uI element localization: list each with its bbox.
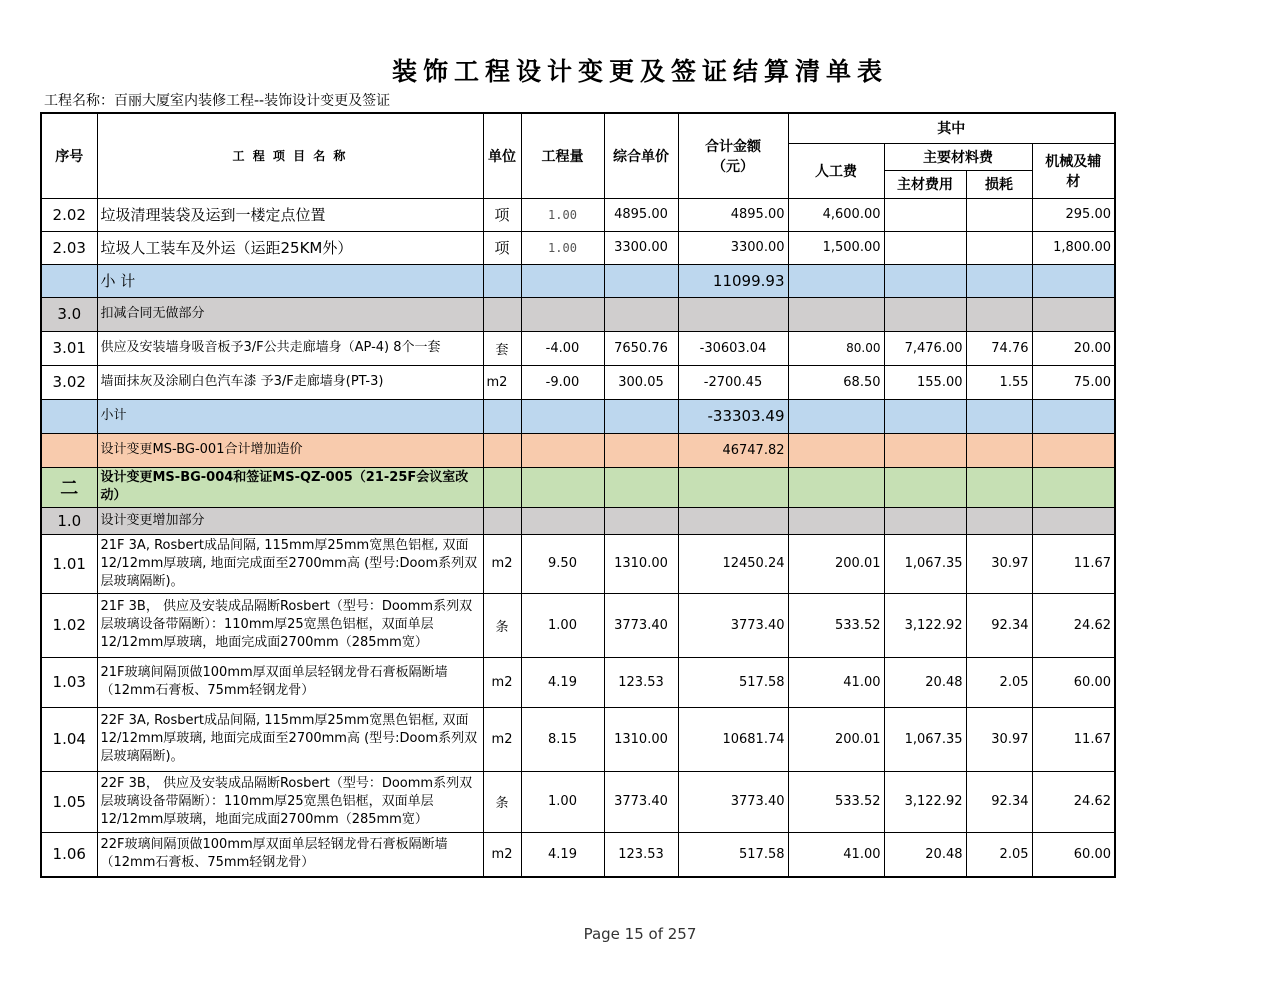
table-row — [41, 198, 1115, 231]
row-loss: 2.05 — [966, 832, 1032, 877]
row-total: 517.58 — [678, 832, 788, 877]
row-labor: 1,500.00 — [788, 231, 884, 264]
row-qty: 1.00 — [521, 593, 604, 657]
row-machinery: 11.67 — [1032, 534, 1115, 593]
row-unit: 条 — [483, 593, 521, 657]
row-price: 123.53 — [604, 657, 678, 707]
row-seq — [41, 264, 97, 297]
row-loss: 74.76 — [966, 331, 1032, 365]
row-name: 22F玻璃间隔顶做100mm厚双面单层轻钢龙骨石膏板隔断墙（12mm石膏板、75mm轻钢龙骨） — [97, 832, 483, 877]
row-seq: 1.0 — [41, 507, 97, 534]
row-name: 21F玻璃间隔顶做100mm厚双面单层轻钢龙骨石膏板隔断墙（12mm石膏板、75mm轻钢龙骨） — [97, 657, 483, 707]
row-name: 22F 3B， 供应及安装成品隔断Rosbert（型号：Doomm系列双层玻璃设备带隔断）：110mm厚25宽黑色铝框，双面单层12/12mm厚玻璃，地面完成面2700mm（285mm宽） — [97, 771, 483, 832]
row-loss: 92.34 — [966, 593, 1032, 657]
row-material: 1,067.35 — [884, 534, 966, 593]
table-row — [41, 365, 1115, 399]
row-material: 1,067.35 — [884, 707, 966, 771]
row-seq: 2.03 — [41, 231, 97, 264]
row-seq: 1.02 — [41, 593, 97, 657]
row-qty: 1.00 — [521, 198, 604, 231]
row-loss: 92.34 — [966, 771, 1032, 832]
row-seq — [41, 399, 97, 433]
header-machinery: 机械及辅材 — [1032, 143, 1115, 198]
row-total: 517.58 — [678, 657, 788, 707]
row-name: 小 计 — [97, 264, 483, 297]
row-qty: 4.19 — [521, 832, 604, 877]
row-labor: 41.00 — [788, 832, 884, 877]
row-price: 3773.40 — [604, 593, 678, 657]
row-seq: 1.05 — [41, 771, 97, 832]
header-main-material: 主要材料费 — [884, 143, 1032, 170]
header-name: 工 程 项 目 名 称 — [97, 113, 483, 198]
row-name: 设计变更MS-BG-004和签证MS-QZ-005（21-25F会议室改动） — [97, 467, 483, 507]
row-price: 3300.00 — [604, 231, 678, 264]
row-name: 垃圾清理装袋及运到一楼定点位置 — [97, 198, 483, 231]
row-price: 4895.00 — [604, 198, 678, 231]
row-seq: 3.02 — [41, 365, 97, 399]
table-row — [41, 593, 1115, 657]
table-row — [41, 231, 1115, 264]
subtotal-row — [41, 399, 1115, 433]
row-price: 1310.00 — [604, 707, 678, 771]
row-material — [884, 198, 966, 231]
subtotal-row — [41, 264, 1115, 297]
row-seq — [41, 433, 97, 467]
row-unit: 套 — [483, 331, 521, 365]
row-labor: 533.52 — [788, 593, 884, 657]
row-total: -33303.49 — [678, 399, 788, 433]
table-row — [41, 331, 1115, 365]
table-row — [41, 771, 1115, 832]
row-seq: 3.0 — [41, 297, 97, 331]
row-machinery: 60.00 — [1032, 832, 1115, 877]
row-labor: 200.01 — [788, 707, 884, 771]
header-loss: 损耗 — [966, 170, 1032, 198]
header-total: 合计金额（元） — [678, 113, 788, 198]
row-name: 扣减合同无做部分 — [97, 297, 483, 331]
row-qty: 9.50 — [521, 534, 604, 593]
row-name: 21F 3B， 供应及安装成品隔断Rosbert（型号：Doomm系列双层玻璃设备带隔断）：110mm厚25宽黑色铝框，双面单层12/12mm厚玻璃，地面完成面2700mm（285mm宽） — [97, 593, 483, 657]
row-loss — [966, 231, 1032, 264]
row-unit: m2 — [483, 707, 521, 771]
settlement-table — [40, 112, 1116, 878]
row-seq: 2.02 — [41, 198, 97, 231]
row-machinery: 1,800.00 — [1032, 231, 1115, 264]
row-name: 设计变更增加部分 — [97, 507, 483, 534]
page-title: 装饰工程设计变更及签证结算清单表 — [391, 57, 888, 86]
row-unit: 条 — [483, 771, 521, 832]
row-qty: -4.00 — [521, 331, 604, 365]
row-loss: 2.05 — [966, 657, 1032, 707]
row-unit: m2 — [483, 534, 521, 593]
row-total: 10681.74 — [678, 707, 788, 771]
section-row — [41, 297, 1115, 331]
total-row — [41, 433, 1115, 467]
row-total: 11099.93 — [678, 264, 788, 297]
header-seq: 序号 — [41, 113, 97, 198]
row-loss: 30.97 — [966, 534, 1032, 593]
row-material: 20.48 — [884, 832, 966, 877]
row-price: 123.53 — [604, 832, 678, 877]
row-machinery: 60.00 — [1032, 657, 1115, 707]
section-header-row — [41, 467, 1115, 507]
row-total: 12450.24 — [678, 534, 788, 593]
row-unit: m2 — [483, 365, 521, 399]
row-price: 300.05 — [604, 365, 678, 399]
row-qty: 8.15 — [521, 707, 604, 771]
row-total: 3773.40 — [678, 771, 788, 832]
row-seq: 1.06 — [41, 832, 97, 877]
row-name: 21F 3A, Rosbert成品间隔, 115mm厚25mm宽黑色铝框, 双面12/12mm厚玻璃, 地面完成面至2700mm高 (型号:Doom系列双层玻璃隔断)。 — [97, 534, 483, 593]
table-row — [41, 534, 1115, 593]
table-row — [41, 832, 1115, 877]
row-qty: 1.00 — [521, 771, 604, 832]
row-seq: 二 — [41, 467, 97, 507]
row-unit: m2 — [483, 657, 521, 707]
project-name: 工程名称：百丽大厦室内装修工程--装饰设计变更及签证 — [44, 93, 391, 109]
row-price: 3773.40 — [604, 771, 678, 832]
row-unit: 项 — [483, 231, 521, 264]
row-loss — [966, 198, 1032, 231]
row-name: 供应及安装墙身吸音板予3/F公共走廊墙身（AP-4) 8个一套 — [97, 331, 483, 365]
row-labor: 68.50 — [788, 365, 884, 399]
row-name: 墙面抹灰及涂刷白色汽车漆 予3/F走廊墙身(PT-3) — [97, 365, 483, 399]
row-material: 155.00 — [884, 365, 966, 399]
row-total: 46747.82 — [678, 433, 788, 467]
row-labor: 200.01 — [788, 534, 884, 593]
row-qty: 1.00 — [521, 231, 604, 264]
row-name: 22F 3A, Rosbert成品间隔, 115mm厚25mm宽黑色铝框, 双面12/12mm厚玻璃, 地面完成面至2700mm高 (型号:Doom系列双层玻璃隔断)。 — [97, 707, 483, 771]
page-number: Page 15 of 257 — [583, 925, 697, 943]
row-name: 垃圾人工装车及外运（运距25KM外） — [97, 231, 483, 264]
row-total: -2700.45 — [678, 365, 788, 399]
row-machinery: 20.00 — [1032, 331, 1115, 365]
row-machinery: 24.62 — [1032, 771, 1115, 832]
header-price: 综合单价 — [604, 113, 678, 198]
row-total: -30603.04 — [678, 331, 788, 365]
header-labor: 人工费 — [788, 143, 884, 198]
row-price: 1310.00 — [604, 534, 678, 593]
row-machinery: 75.00 — [1032, 365, 1115, 399]
row-qty: 4.19 — [521, 657, 604, 707]
row-name: 设计变更MS-BG-001合计增加造价 — [97, 433, 483, 467]
table-row — [41, 657, 1115, 707]
table-row — [41, 707, 1115, 771]
row-material: 7,476.00 — [884, 331, 966, 365]
row-machinery: 11.67 — [1032, 707, 1115, 771]
row-qty: -9.00 — [521, 365, 604, 399]
section-row — [41, 507, 1115, 534]
row-labor: 4,600.00 — [788, 198, 884, 231]
row-loss: 1.55 — [966, 365, 1032, 399]
header-unit: 单位 — [483, 113, 521, 198]
row-name: 小计 — [97, 399, 483, 433]
row-price: 7650.76 — [604, 331, 678, 365]
header-qty: 工程量 — [521, 113, 604, 198]
header-of-which: 其中 — [788, 113, 1115, 143]
row-total: 3300.00 — [678, 231, 788, 264]
row-material — [884, 231, 966, 264]
row-seq: 1.04 — [41, 707, 97, 771]
row-machinery: 295.00 — [1032, 198, 1115, 231]
row-material: 20.48 — [884, 657, 966, 707]
row-seq: 1.03 — [41, 657, 97, 707]
row-seq: 1.01 — [41, 534, 97, 593]
row-material: 3,122.92 — [884, 593, 966, 657]
row-machinery: 24.62 — [1032, 593, 1115, 657]
row-labor: 80.00 — [788, 331, 884, 365]
row-labor: 533.52 — [788, 771, 884, 832]
row-unit: 项 — [483, 198, 521, 231]
row-material: 3,122.92 — [884, 771, 966, 832]
row-labor: 41.00 — [788, 657, 884, 707]
header-main-material-cost: 主材费用 — [884, 170, 966, 198]
row-total: 4895.00 — [678, 198, 788, 231]
row-loss: 30.97 — [966, 707, 1032, 771]
row-unit: m2 — [483, 832, 521, 877]
row-seq: 3.01 — [41, 331, 97, 365]
row-total: 3773.40 — [678, 593, 788, 657]
